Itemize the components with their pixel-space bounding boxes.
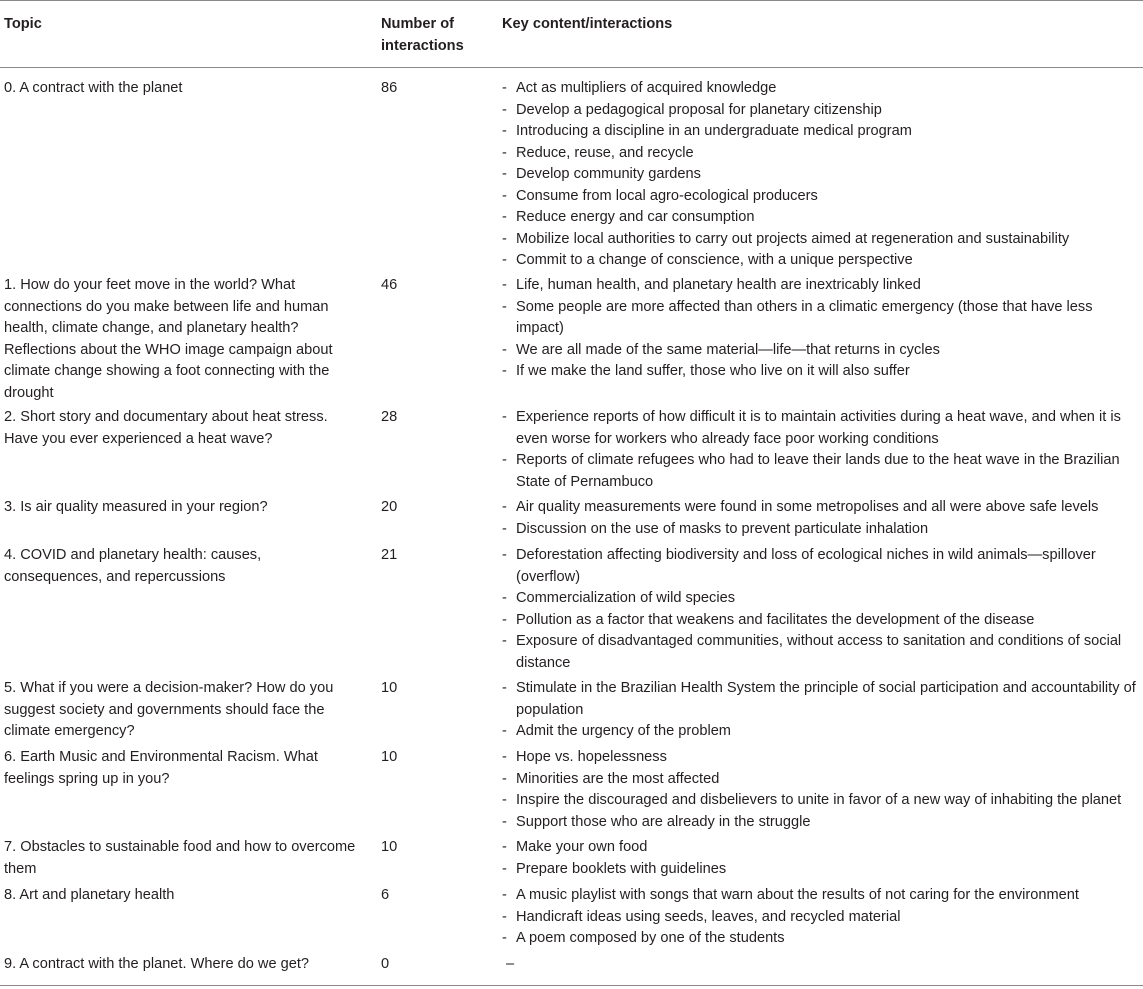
list-item: - A poem composed by one of the students — [502, 928, 1143, 950]
header-count: Number of interactions — [381, 16, 464, 54]
list-item: - Hope vs. hopelessness — [502, 747, 1143, 769]
list-item: - Mobilize local authorities to carry out projects aimed at regeneration and sustainability — [502, 229, 1143, 251]
table-bottom-rule — [0, 985, 1143, 986]
row-count: 21 — [381, 547, 398, 563]
row-content — [502, 497, 1143, 540]
row-topic: 7. Obstacles to sustainable food and how to overcome them — [4, 839, 356, 877]
list-item: - Some people are more affected than others in a climatic emergency (those that have less impact) — [502, 297, 1143, 340]
list-item: - Act as multipliers of acquired knowledge — [502, 78, 1143, 100]
list-item: - Support those who are already in the struggle — [502, 812, 1143, 834]
list-item: - Reports of climate refugees who had to leave their lands due to the heat wave in the Brazilian State of Pernambuco — [502, 450, 1143, 493]
row-topic: 2. Short story and documentary about heat stress. Have you ever experienced a heat wave? — [4, 409, 328, 447]
list-item: - Prepare booklets with guidelines — [502, 859, 1143, 881]
list-item: - Reduce, reuse, and recycle — [502, 143, 1143, 165]
row-content — [502, 678, 1143, 743]
list-item: - Pollution as a factor that weakens and facilitates the development of the disease — [502, 610, 1143, 632]
row-topic: 5. What if you were a decision-maker? How do you suggest society and governments should face the climate emergency? — [4, 680, 334, 739]
list-item: - Deforestation affecting biodiversity and loss of ecological niches in wild animals—spillover (overflow) — [502, 545, 1143, 588]
empty-mark: – — [506, 956, 515, 972]
row-count: 0 — [381, 956, 390, 972]
header-topic: Topic — [4, 16, 42, 32]
list-item: - Inspire the discouraged and disbelievers to unite in favor of a new way of inhabiting the planet — [502, 790, 1143, 812]
row-content — [502, 545, 1143, 674]
list-item: - Introducing a discipline in an undergraduate medical program — [502, 121, 1143, 143]
list-item: - A music playlist with songs that warn about the results of not caring for the environment — [502, 885, 1143, 907]
list-item: - Experience reports of how difficult it is to maintain activities during a heat wave, and when it is even worse for workers who already face poor working conditions — [502, 407, 1143, 450]
row-count: 86 — [381, 80, 398, 96]
row-content — [502, 954, 1143, 976]
row-count: 10 — [381, 839, 398, 855]
list-item: - Life, human health, and planetary health are inextricably linked — [502, 275, 1143, 297]
row-count: 6 — [381, 887, 390, 903]
list-item: - Develop a pedagogical proposal for planetary citizenship — [502, 100, 1143, 122]
list-item: - Commit to a change of conscience, with a unique perspective — [502, 250, 1143, 272]
row-topic: 6. Earth Music and Environmental Racism. What feelings spring up in you? — [4, 749, 318, 787]
list-item: - Air quality measurements were found in some metropolises and all were above safe levels — [502, 497, 1143, 519]
list-item: - Reduce energy and car consumption — [502, 207, 1143, 229]
list-item: - Exposure of disadvantaged communities, without access to sanitation and conditions of social distance — [502, 631, 1143, 674]
row-count: 28 — [381, 409, 398, 425]
row-count: 10 — [381, 749, 398, 765]
row-content — [502, 275, 1143, 383]
list-item: - Admit the urgency of the problem — [502, 721, 1143, 743]
list-item: - If we make the land suffer, those who live on it will also suffer — [502, 361, 1143, 383]
list-item: - Develop community gardens — [502, 164, 1143, 186]
row-content — [502, 78, 1143, 272]
row-topic: 0. A contract with the planet — [4, 80, 183, 96]
row-count: 20 — [381, 499, 398, 515]
row-content — [502, 747, 1143, 833]
list-item: - Handicraft ideas using seeds, leaves, and recycled material — [502, 907, 1143, 929]
list-item: - Make your own food — [502, 837, 1143, 859]
list-item: - Minorities are the most affected — [502, 769, 1143, 791]
row-count: 10 — [381, 680, 398, 696]
row-topic: 9. A contract with the planet. Where do we get? — [4, 956, 310, 972]
row-topic: 8. Art and planetary health — [4, 887, 175, 903]
list-item: - Consume from local agro-ecological producers — [502, 186, 1143, 208]
row-topic: 4. COVID and planetary health: causes, consequences, and repercussions — [4, 547, 262, 585]
row-content — [502, 837, 1143, 880]
row-count: 46 — [381, 277, 398, 293]
row-content — [502, 407, 1143, 493]
list-item: - Discussion on the use of masks to prevent particulate inhalation — [502, 519, 1143, 541]
list-item: - We are all made of the same material—life—that returns in cycles — [502, 340, 1143, 362]
row-topic: 1. How do your feet move in the world? What connections do you make between life and human health, climate change, and planetary health? Reflections about the WHO image campaign about climate change showing a foot connecting with the drought — [4, 277, 333, 401]
header-content: Key content/interactions — [502, 16, 673, 32]
table-top-rule — [0, 0, 1143, 1]
row-content — [502, 885, 1143, 950]
list-item: - Commercialization of wild species — [502, 588, 1143, 610]
list-item: - Stimulate in the Brazilian Health System the principle of social participation and accountability of population — [502, 678, 1143, 721]
header-rule — [0, 67, 1143, 68]
row-topic: 3. Is air quality measured in your region? — [4, 499, 268, 515]
